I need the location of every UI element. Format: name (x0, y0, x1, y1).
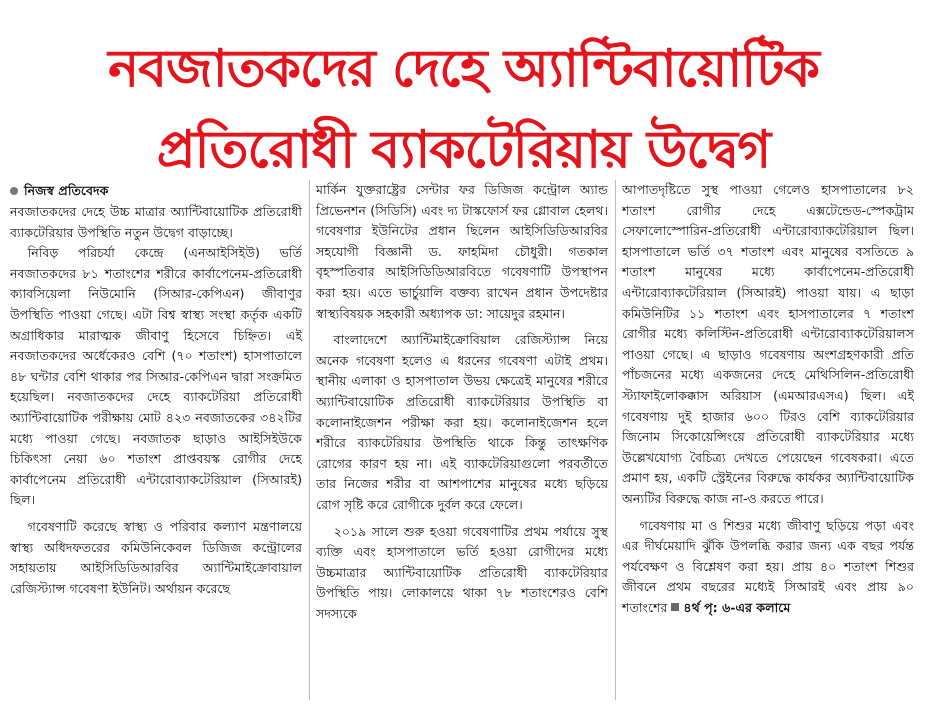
headline-line-2: প্রতিরোধী ব্যাকটেরিয়ায় উদ্বেগ (156, 120, 771, 181)
paragraph: নবজাতকদের দেহে উচ্চ মাত্রার অ্যান্টিবায়োটিক প্রতিরোধী ব্যাকটেরিয়ার উপস্থিতি নতুন উদ্বেগ বাড়াচ্ছে। (10, 204, 302, 240)
paragraph: মার্কিন যুক্তরাষ্ট্রের সেন্টার ফর ডিজিজ কন্ট্রোল অ্যান্ড প্রিভেনশন (সিডিসি) এবং দ্য টাস্কফোর্স ফর গ্লোবাল হেলথ। গবেষণার ইউনিটের প্রধান ছিলেন আইসিডিডিআরবির সহযোগী বিজ্ঞানী ড. ফাহমিদা চৌধুরী। গতকাল বৃহস্পতিবার আইসিডিডিআরবিতে গবেষণাটি উপস্থাপন করা হয়। এতে ভার্চুয়ালি বক্তব্য রাখেন প্রধান উপদেষ্টার স্বাস্থ্যবিষয়ক সহকারী অধ্যাপক ডা: সায়েদুর রহমান। (316, 182, 608, 321)
byline (10, 180, 302, 202)
byline-text: নিজস্ব প্রতিবেদক (24, 182, 109, 198)
article-column-1 (10, 180, 302, 700)
article-column-2 (316, 180, 608, 700)
column-divider (615, 180, 616, 700)
paragraph: ২০১৯ সালে শুরু হওয়া গবেষণাটির প্রথম পর্যায়ে সুস্থ ব্যক্তি এবং হাসপাতালে ভর্তি হওয়া রোগীদের মধ্যে উচ্চমাত্রার অ্যান্টিবায়োটিক প্রতিরোধী ব্যাকটেরিয়ার উপস্থিতি পায়। লোকালয়ে থাকা ৭৮ শতাংশেরও বেশি সদস্যকে (316, 523, 608, 621)
article-column-3 (622, 180, 914, 700)
paragraph: গবেষণাটি করেছে স্বাস্থ্য ও পরিবার কল্যাণ মন্ত্রণালয়ে স্বাস্থ্য অধিদফতরের কমিউনিকেবল ডিজিজ কন্ট্রোলের সহায়তায় আইসিডিডিআরবির অ্যান্টিমাইক্রোবায়াল রেজিস্ট্যান্স গবেষণা ইউনিট। অর্থায়ন করেছে (10, 518, 302, 596)
headline-line-1: নবজাতকদের দেহে অ্যান্টিবায়োটিক (108, 39, 819, 100)
continued-on-page: ৪র্থ পৃ: ৬-এর কলামে (683, 599, 791, 615)
article-body (10, 180, 917, 700)
paragraph-text: গবেষণায় মা ও শিশুর মধ্যে জীবাণু ছড়িয়ে পড়া এবং এর দীর্ঘমেয়াদি ঝুঁকি উপলব্ধি করার জন্য এক বছর পর্যন্ত পর্যবেক্ষণ ও বিশ্লেষণ করা হয়। প্রায় ৪০ শতাংশ শিশুর জীবনে প্রথম বছরের মধ্যেই সিআরই এবং প্রায় ৯০ শতাংশের (622, 517, 914, 615)
bullet-dot-icon (10, 187, 18, 195)
headline (0, 27, 927, 189)
column-divider (309, 180, 310, 700)
paragraph: নিবিড় পরিচর্যা কেন্দ্রে (এনআইসিইউ) ভর্তি নবজাতকদের ৮১ শতাংশের শরীরে কার্বাপেনেম-প্রতিরোধী ক্যাবসিয়েলা নিউমোনি (সিআর-কেপিএন) জীবাণুর উপস্থিতি পাওয়া গেছে। এটা বিশ্ব স্বাস্থ্য সংস্থা কর্তৃক একটি অগ্রাধিকার মারাত্মক জীবাণু হিসেবে চিহ্নিত। এই নবজাতকদের অর্ধেকেরও বেশি (৭০ শতাংশ) হাসপাতালে ৪৮ ঘন্টার বেশি থাকার পর সিআর-কেপিএন দ্বারা সংক্রমিত হয়েছিল। নবজাতকদের দেহে ব্যাকটেরিয়া প্রতিরোধী অ্যান্টিবায়োটিক পরীক্ষায় মোট ৪২৩ নবজাতকের ৩৪২টির মধ্যে পাওয়া গেছে। নবজাতক ছাড়াও আইসিইউকে চিকিৎসা নেয়া ৬০ শতাংশ প্রাপ্তবয়স্ক রোগীর দেহে কার্বাপেনেম প্রতিরোধী এন্টারোব্যাকটেরিয়াল (সিআরই) ছিল। (10, 245, 302, 508)
paragraph: আপাতদৃষ্টিতে সুস্থ পাওয়া গেলেও হাসপাতালের ৮২ শতাংশ রোগীর দেহে এক্সটেন্ডেড-স্পেকট্রাম সেফালোস্পোরিন-প্রতিরোধী এন্টারোব্যাকটেরিয়াল ছিল। হাসপাতালে ভর্তি ৩৭ শতাংশ এবং মানুষের বসতিতে ৯ শতাংশ মানুষের মধ্যে কার্বাপেনেম-প্রতিরোধী এন্টারোব্যাকটেরিয়াল (সিআরই) পাওয়া যায়। এ ছাড়া কমিউনিটির ১১ শতাংশ এবং হাসপাতালের ৭ শতাংশ রোগীর মধ্যে কলিস্টিন-প্রতিরোধী এন্টারোব্যাকটেরিয়ালস পাওয়া গেছে। এ ছাড়াও গবেষণায় অংশগ্রহণকারী প্রতি পাঁচজনের মধ্যে একজনের দেহে মেথিসিলিন-প্রতিরোধী স্ট্যাফাইলোকক্কাস অরিয়াস (এমআরএসএ) ছিল। এই গবেষণায় দুই হাজার ৬০০ টিরও বেশি ব্যাকটেরিয়ার জিনোম সিকোয়েন্সিংয়ে প্রতিরোধী ব্যাকটেরিয়ার মধ্যে উল্লেখযোগ্য বৈচিত্র্য দেখতে পেয়েছেন গবেষকরা। এতে প্রমাণ হয়, একটি স্ট্রেইনের বিরুদ্ধে কার্যকর অ্যান্টিবায়োটিক অন্যটির বিরুদ্ধে কাজ না-ও করতে পারে। (622, 182, 914, 506)
paragraph: বাংলাদেশে অ্যান্টিমাইক্রোবিয়াল রেজিস্ট্যান্স নিয়ে অনেক গবেষণা হলেও এ ধরনের গবেষণা এটাই প্রথম। স্থানীয় এলাকা ও হাসপাতাল উভয় ক্ষেত্রেই মানুষের শরীরে অ্যান্টিবায়োটিক প্রতিরোধী ব্যাকটেরিয়ার উপস্থিতি বা কলোনাইজেশন পরীক্ষা করা হয়। কলোনাইজেশন হলে শরীরে ব্যাকটেরিয়ার উপস্থিতি থাকে কিন্তু তাৎক্ষণিক রোগের কারণ হয় না। এই ব্যাকটেরিয়াগুলো পরবর্তীতে তার নিজের শরীর বা আশপাশের মানুষের মধ্যে ছড়িয়ে রোগ সৃষ্টি করে রোগীকে দুর্বল করে ফেলে। (316, 332, 608, 512)
continuation-square-icon (671, 603, 679, 611)
paragraph (622, 516, 914, 619)
